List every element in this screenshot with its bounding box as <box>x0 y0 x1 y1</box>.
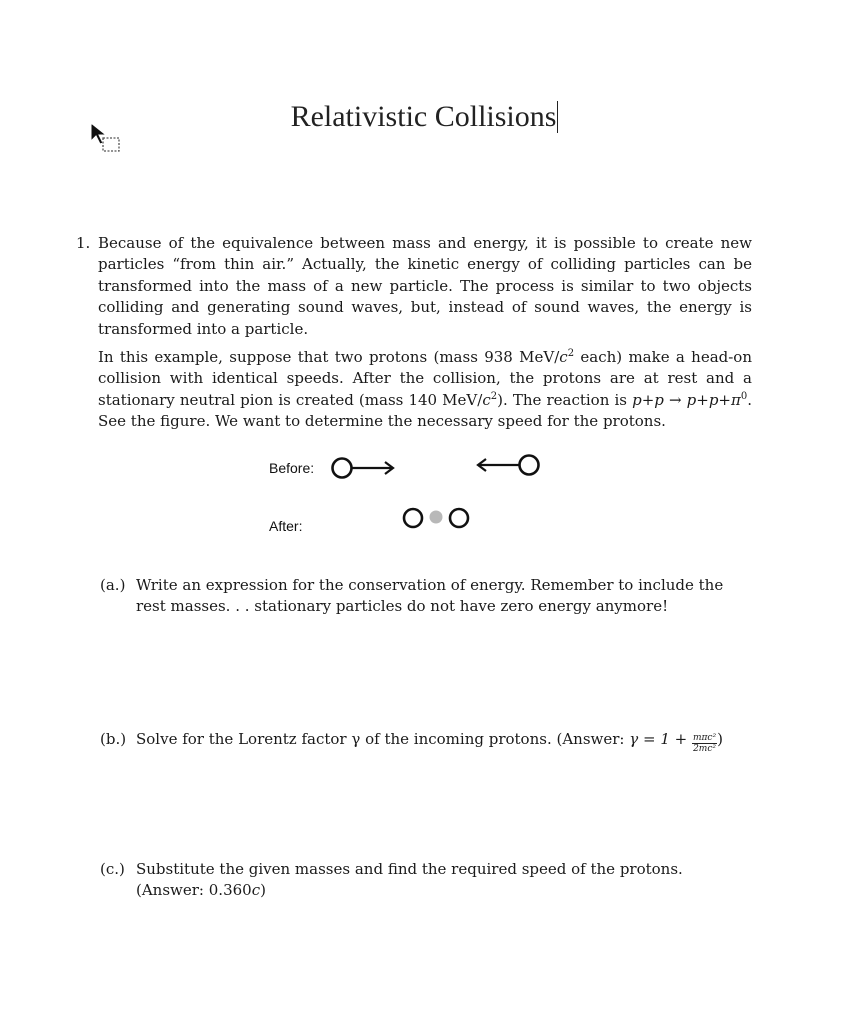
proton-right-before <box>478 456 539 475</box>
proton-left-after <box>404 509 422 527</box>
part-b-text: Solve for the Lorentz factor γ of the incoming protons. (Answer: γ = 1 + $\frac{\text{mπc²}}{\text{2mc²}}$ ) <box>136 730 723 754</box>
part-c-text: Substitute the given masses and find the required speed of the protons. (Answer: 0.360c) <box>136 860 683 900</box>
problem-intro-paragraph: Because of the equivalence between mass and energy, it is possible to create new particles “from thin air.” Actually, the kinetic energy of colliding particles can be transformed into the mass of a new particle. The process is similar to two objects colliding and generating sound waves, but, instead of sound waves, the energy is transformed into a particle. <box>98 234 752 338</box>
reaction-equation: p+p → p+p+π <box>632 390 741 409</box>
part-a-text: Write an expression for the conservation of energy. Remember to include the rest masses. . . stationary particles do not have zero energy anymore! <box>136 576 724 616</box>
part-b-label: (b.) <box>100 730 127 748</box>
part-a-label: (a.) <box>100 576 126 594</box>
answer-fraction: $\frac{\text{mπc²}}{\text{2mc²}}$ <box>692 733 717 754</box>
pion-after <box>430 511 443 524</box>
after-label: After: <box>269 518 303 534</box>
page-title: Relativistic Collisions <box>290 100 557 133</box>
proton-right-after <box>450 509 468 527</box>
part-c-label: (c.) <box>100 860 125 878</box>
text-caret <box>557 101 558 133</box>
proton-left-before <box>333 459 394 478</box>
before-label: Before: <box>269 460 315 476</box>
problem-number: 1. <box>76 234 91 252</box>
problem-setup-paragraph: In this example, suppose that two protons (mass 938 MeV/$c^2$ each) make a head-on collision with identical speeds. After the collision, the protons are at rest and a stationary neutral pion is created (mass 140 MeV/$c^2$). The reaction is $p+p \to p+p+\pi^0$. See the figure. We want to determine the necessary speed for the protons. <box>98 348 753 431</box>
